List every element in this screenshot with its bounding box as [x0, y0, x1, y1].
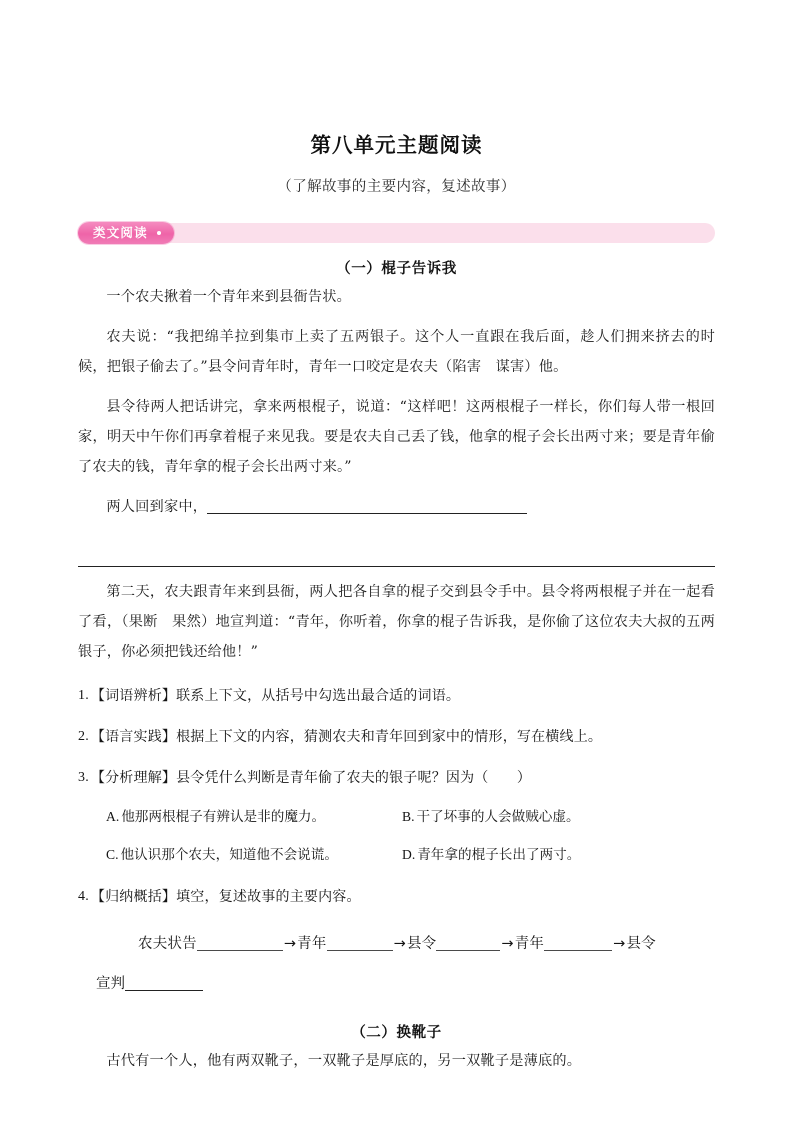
flow-step-1-label: 农夫状告	[138, 936, 197, 952]
flow-blank-2[interactable]	[327, 935, 393, 951]
question-1	[78, 667, 715, 708]
option-c-text: 他认识那个农夫，知道他不会说谎。	[120, 847, 338, 863]
options-row-2	[78, 830, 715, 868]
question-3-number: 3.	[78, 770, 89, 785]
question-2-number: 2.	[78, 729, 89, 744]
option-c[interactable]	[78, 842, 388, 868]
answer-blank-line-1[interactable]	[207, 498, 527, 514]
option-c-letter: C.	[106, 847, 119, 862]
flow-blank-3[interactable]	[436, 935, 500, 951]
flow-blank-4[interactable]	[544, 935, 612, 951]
answer-blank-line-2[interactable]	[78, 536, 715, 567]
passage-1-blank-lead	[78, 482, 715, 522]
passage-1-paragraph-2: 农夫说：“我把绵羊拉到集市上卖了五两银子。这个人一直跟在我后面，趁人们拥来挤去的时候，把银子偷去了。”县令问青年时，青年一口咬定是农夫（陷害 谋害）他。	[78, 329, 715, 375]
option-a-text: 他那两根棍子有辨认是非的魔力。	[121, 809, 326, 825]
blank-spacer	[78, 522, 715, 536]
summary-flow-line-2	[78, 961, 715, 999]
question-2	[78, 708, 715, 749]
flow-blank-5[interactable]	[125, 975, 203, 991]
flow-arrow-4: →	[613, 936, 626, 952]
passage-2-paragraph-1: 古代有一个人，他有两双靴子，一双靴子是厚底的，另一双靴子是薄底的。	[106, 1053, 582, 1069]
flow-step-3-label: 县令	[406, 936, 437, 952]
option-d-text: 青年拿的棍子长出了两寸。	[417, 847, 581, 863]
option-a-letter: A.	[106, 809, 120, 824]
question-4	[78, 868, 715, 909]
flow-step-4-label: 青年	[514, 936, 545, 952]
flow-step-5-label: 县令	[626, 936, 656, 952]
page-subtitle: （了解故事的主要内容，复述故事）	[277, 179, 516, 195]
question-4-text: 【归纳概括】填空，复述故事的主要内容。	[90, 889, 361, 905]
question-1-number: 1.	[78, 688, 89, 703]
flow-step-2-label: 青年	[297, 936, 327, 952]
question-3	[78, 749, 715, 790]
passage-1-paragraph-final: 第二天，农夫跟青年来到县衙，两人把各自拿的棍子交到县令手中。县令将两根棍子并在一起看了看，（果断 果然）地宣判道：“青年，你听着，你拿的棍子告诉我，是你偷了这位农夫大叔的五两银子，你必须把钱还给他！”	[78, 584, 715, 660]
passage-1-heading: （一）棍子告诉我	[336, 261, 457, 277]
option-a[interactable]	[78, 804, 388, 830]
flow-arrow-2: →	[393, 936, 406, 952]
flow-arrow-3: →	[501, 936, 514, 952]
question-2-text: 【语言实践】根据上下文的内容，猜测农夫和青年回到家中的情形，写在横线上。	[90, 729, 603, 745]
flow-arrow-1: →	[283, 936, 297, 952]
banner-pill	[78, 222, 174, 244]
banner-label: 类文阅读	[93, 224, 148, 240]
option-d[interactable]	[388, 842, 580, 868]
option-b-letter: B.	[402, 809, 415, 824]
blank-lead-text: 两人回到家中，	[106, 499, 208, 515]
summary-flow-line-1	[78, 909, 715, 961]
question-1-text: 【词语辨析】联系上下文，从括号中勾选出最合适的词语。	[90, 688, 461, 704]
passage-1-paragraph-3: 县令待两人把话讲完，拿来两根棍子，说道：“这样吧！这两根棍子一样长，你们每人带一根回家，明天中午你们再拿着棍子来见我。要是农夫自己丢了钱，他拿的棍子会长出两寸来；要是青年偷了农夫的钱，青年拿的棍子会长出两寸来。”	[78, 399, 715, 475]
flow-last-label: 宣判	[96, 976, 125, 992]
section-banner	[78, 222, 715, 244]
question-3-text: 【分析理解】县令凭什么判断是青年偷了农夫的银子呢？因为（ ）	[90, 770, 532, 786]
question-4-number: 4.	[78, 889, 89, 904]
white-dot-icon	[157, 231, 161, 235]
passage-2-heading: （二）换靴子	[351, 1025, 442, 1041]
option-b[interactable]	[388, 804, 580, 830]
page-title: 第八单元主题阅读	[310, 133, 483, 157]
passage-1-paragraph-1: 一个农夫揪着一个青年来到县衙告状。	[106, 289, 351, 305]
banner-bar	[88, 223, 715, 243]
option-b-text: 干了坏事的人会做贼心虚。	[416, 809, 580, 825]
options-row-1	[78, 790, 715, 830]
option-d-letter: D.	[402, 847, 416, 862]
flow-blank-1[interactable]	[197, 935, 283, 951]
